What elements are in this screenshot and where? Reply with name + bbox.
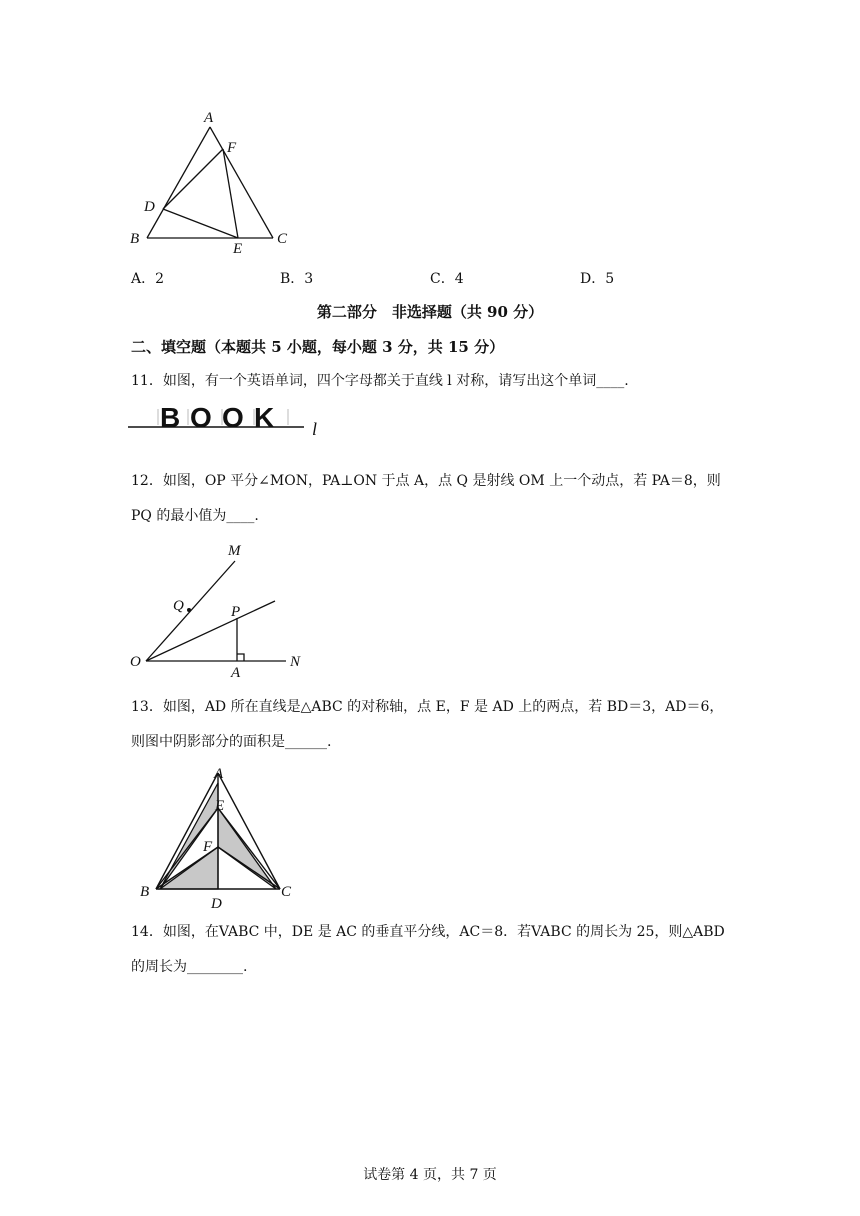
label-E-q13: E — [215, 798, 225, 814]
label-A-q13: A — [214, 766, 224, 782]
question-12-line2: PQ 的最小值为____. — [131, 508, 259, 524]
shaded-triangle-figure — [130, 763, 310, 911]
section-two-title: 二、填空题（本题共 5 小题，每小题 3 分，共 15 分） — [131, 338, 505, 356]
question-11: 11．如图，有一个英语单词，四个字母都关于直线 l 对称，请写出这个单词____. — [131, 373, 629, 389]
question-14-line1: 14．如图，在VABC 中，DE 是 AC 的垂直平分线，AC＝8．若VABC 的周长为 25，则△ABD — [131, 924, 725, 940]
option-d: D．5 — [580, 271, 615, 287]
label-B: B — [130, 231, 140, 247]
option-c: C．4 — [430, 271, 464, 287]
word-letter-3: O — [222, 402, 244, 433]
label-A: A — [204, 110, 214, 126]
label-C: C — [277, 231, 288, 247]
label-M: M — [228, 543, 241, 559]
line-label-l: l — [312, 419, 318, 439]
option-b: B．3 — [280, 271, 314, 287]
angle-bisector-figure — [125, 538, 325, 683]
label-F: F — [227, 140, 237, 156]
word-letter-1: B — [160, 402, 181, 433]
question-13-line1: 13．如图，AD 所在直线是△ABC 的对称轴，点 E，F 是 AD 上的两点，若 BD＝3，AD＝6， — [131, 699, 724, 715]
question-12-line1: 12．如图，OP 平分∠MON，PA⊥ON 于点 A，点 Q 是射线 OM 上一个动点，若 PA＝8，则 — [131, 473, 721, 489]
label-D-q13: D — [211, 896, 222, 912]
label-E: E — [233, 241, 243, 257]
book-word-figure — [128, 402, 338, 447]
triangle-figure-q10 — [120, 105, 300, 260]
question-14-line2: 的周长为________. — [131, 959, 248, 975]
option-a: A．2 — [131, 271, 165, 287]
label-N: N — [290, 654, 301, 670]
part-two-title: 第二部分 非选择题（共 90 分） — [316, 303, 544, 321]
word-letter-4: K — [254, 402, 275, 433]
label-B-q13: B — [140, 884, 150, 900]
label-F-q13: F — [203, 839, 213, 855]
question-13-line2: 则图中阴影部分的面积是______. — [131, 734, 332, 750]
page-footer: 试卷第 4 页，共 7 页 — [363, 1167, 497, 1183]
label-A-q12: A — [231, 665, 241, 681]
label-P: P — [231, 604, 241, 620]
label-C-q13: C — [281, 884, 292, 900]
label-O: O — [130, 654, 141, 670]
word-letter-2: O — [190, 402, 212, 433]
label-Q: Q — [173, 598, 184, 614]
label-D: D — [144, 199, 155, 215]
